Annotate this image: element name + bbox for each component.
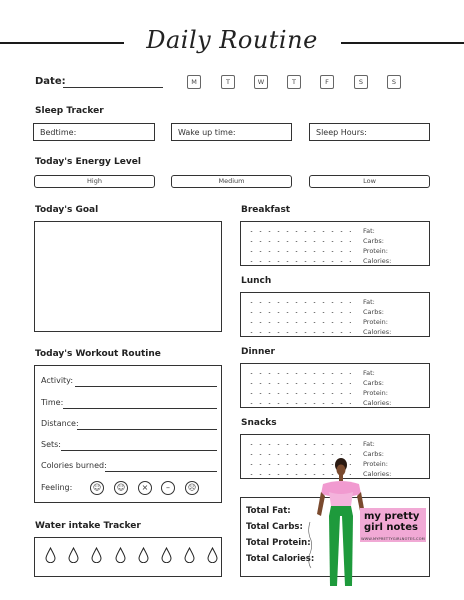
weekday-box[interactable]: T (287, 75, 301, 89)
dotted-line (247, 403, 351, 404)
nutrient-label: Fat: (363, 298, 375, 306)
weekday-box[interactable]: S (354, 75, 368, 89)
nutrient-label: Calories: (363, 399, 392, 407)
distance-label: Distance: (41, 419, 79, 428)
meal-heading-dinner: Dinner (241, 347, 275, 357)
nutrient-label: Protein: (363, 460, 388, 468)
weekday-box[interactable]: S (387, 75, 401, 89)
date-label: Date: (35, 76, 66, 87)
activity-line[interactable] (75, 386, 217, 387)
water-drop-icon[interactable] (91, 547, 102, 563)
date-field[interactable] (63, 87, 163, 88)
total-calories-label: Total Calories: (246, 554, 315, 564)
water-drop-icon[interactable] (207, 547, 218, 563)
water-drop-icon[interactable] (138, 547, 149, 563)
nutrient-label: Calories: (363, 328, 392, 336)
smiling-face-icon[interactable]: ☺ (114, 481, 128, 495)
sleep-tracker-heading: Sleep Tracker (35, 106, 104, 116)
dotted-line (247, 231, 351, 232)
water-drop-icon[interactable] (68, 547, 79, 563)
energy-low-option[interactable]: Low (309, 175, 430, 188)
meal-heading-breakfast: Breakfast (241, 205, 291, 215)
nutrient-label: Protein: (363, 318, 388, 326)
wake-up-time-field[interactable]: Wake up time: (171, 123, 292, 141)
nutrient-label: Protein: (363, 389, 388, 397)
nutrient-label: Fat: (363, 227, 375, 235)
dotted-line (247, 373, 351, 374)
total-protein-label: Total Protein: (246, 538, 311, 548)
dotted-line (247, 312, 351, 313)
page-title: Daily Routine (146, 26, 318, 54)
artist-signature (306, 520, 314, 570)
meal-box-lunch[interactable] (240, 292, 430, 337)
neutral-face-icon[interactable]: – (161, 481, 175, 495)
brand-url: WWW.MYPRETTYGIRLNOTES.COM (361, 537, 425, 541)
feeling-label: Feeling: (41, 483, 73, 492)
dotted-line (247, 322, 351, 323)
sad-face-icon[interactable]: ☹ (185, 481, 199, 495)
todays-goal-box[interactable] (34, 221, 222, 332)
dotted-line (247, 444, 351, 445)
total-carbs-label: Total Carbs: (246, 522, 303, 532)
dotted-line (247, 251, 351, 252)
weekday-box[interactable]: W (254, 75, 268, 89)
energy-medium-option[interactable]: Medium (171, 175, 292, 188)
nutrient-label: Carbs: (363, 450, 384, 458)
dotted-line (247, 393, 351, 394)
meal-box-dinner[interactable] (240, 363, 430, 408)
dotted-line (247, 332, 351, 333)
workout-heading: Today's Workout Routine (35, 349, 161, 359)
nutrient-label: Calories: (363, 470, 392, 478)
nutrient-label: Carbs: (363, 237, 384, 245)
meal-box-breakfast[interactable] (240, 221, 430, 266)
dotted-line (247, 383, 351, 384)
water-drop-icon[interactable] (45, 547, 56, 563)
water-tracker-heading: Water intake Tracker (35, 521, 141, 531)
grinning-face-icon[interactable]: ☺ (90, 481, 104, 495)
nutrient-label: Calories: (363, 257, 392, 265)
nutrient-label: Protein: (363, 247, 388, 255)
water-drop-icon[interactable] (115, 547, 126, 563)
calories-burned-line[interactable] (105, 471, 217, 472)
dotted-line (247, 261, 351, 262)
sets-label: Sets: (41, 440, 61, 449)
dotted-line (247, 302, 351, 303)
weekday-box[interactable]: F (320, 75, 334, 89)
brand-line-2: girl notes (364, 522, 418, 533)
sets-line[interactable] (61, 450, 217, 451)
activity-label: Activity: (41, 376, 74, 385)
nutrient-label: Carbs: (363, 308, 384, 316)
water-drop-icon[interactable] (161, 547, 172, 563)
dotted-line (247, 454, 351, 455)
todays-goal-heading: Today's Goal (35, 205, 99, 215)
weekday-box[interactable]: M (187, 75, 201, 89)
calories-burned-label: Colories burned: (41, 461, 107, 470)
water-drop-icon[interactable] (184, 547, 195, 563)
meal-heading-snacks: Snacks (241, 418, 277, 428)
meal-heading-lunch: Lunch (241, 276, 272, 286)
nutrient-label: Carbs: (363, 379, 384, 387)
distance-line[interactable] (77, 429, 217, 430)
nutrient-label: Fat: (363, 369, 375, 377)
total-fat-label: Total Fat: (246, 506, 291, 516)
bedtime-field[interactable]: Bedtime: (33, 123, 155, 141)
weekday-box[interactable]: T (221, 75, 235, 89)
energy-level-heading: Today's Energy Level (35, 157, 141, 167)
energy-high-option[interactable]: High (34, 175, 155, 188)
dotted-line (247, 241, 351, 242)
sleep-hours-field[interactable]: Sleep Hours: (309, 123, 430, 141)
brand-line-1: my pretty (364, 511, 420, 522)
nutrient-label: Fat: (363, 440, 375, 448)
dizzy-face-icon[interactable]: × (138, 481, 152, 495)
time-line[interactable] (63, 408, 217, 409)
time-label: Time: (41, 398, 64, 407)
